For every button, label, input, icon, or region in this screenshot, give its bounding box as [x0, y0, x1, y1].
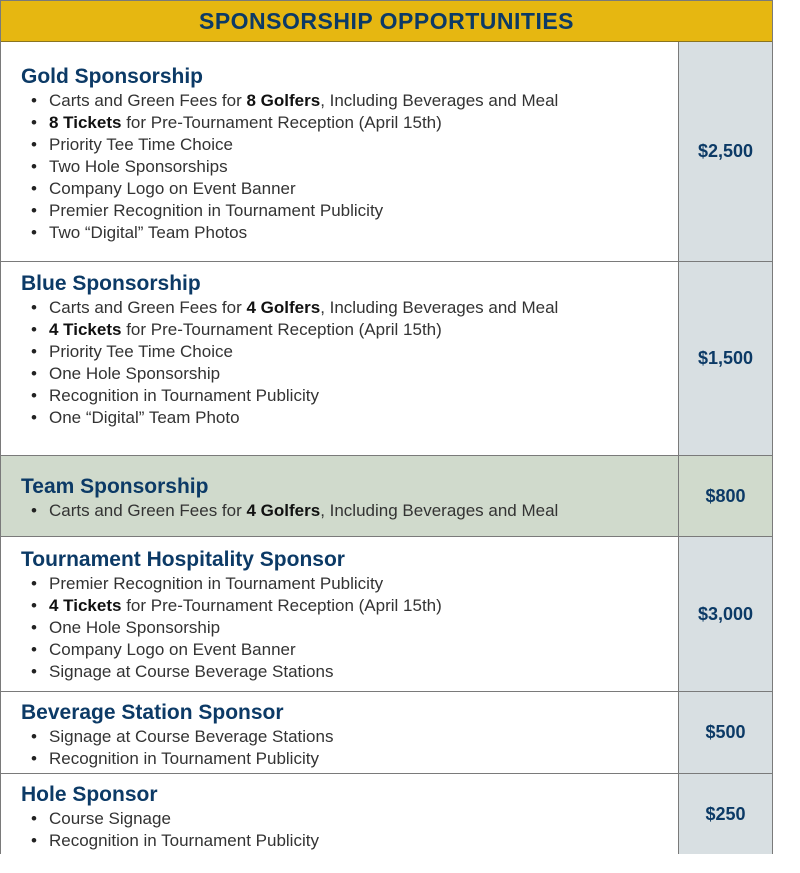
benefits-list — [21, 297, 678, 429]
sponsorship-name: Blue Sponsorship — [21, 272, 201, 295]
benefit-text: Premier Recognition in Tournament Publicity — [49, 574, 384, 593]
benefit-text: Two Hole Sponsorships — [49, 157, 228, 176]
benefit-text: Priority Tee Time Choice — [49, 135, 233, 154]
benefit-item — [29, 134, 678, 156]
benefits-list — [21, 90, 678, 244]
benefit-item — [29, 200, 678, 222]
benefit-text: for Pre-Tournament Reception (April 15th) — [121, 596, 442, 615]
sponsorship-row-hole — [1, 774, 772, 854]
benefit-text: Signage at Course Beverage Stations — [49, 727, 334, 746]
benefit-item — [29, 297, 678, 319]
sponsorship-price: $800 — [679, 456, 772, 536]
benefit-text: Premier Recognition in Tournament Publicity — [49, 201, 384, 220]
sponsorship-row-team — [1, 456, 772, 537]
benefit-text: Recognition in Tournament Publicity — [49, 386, 319, 405]
sponsorship-price: $2,500 — [679, 42, 772, 261]
sponsorship-name: Tournament Hospitality Sponsor — [21, 548, 345, 571]
benefits-list — [21, 573, 678, 683]
benefit-item — [29, 90, 678, 112]
benefits-list — [21, 500, 678, 522]
sponsorship-description — [1, 456, 679, 536]
benefit-text: Course Signage — [49, 809, 171, 828]
benefit-highlight: 4 Golfers — [246, 501, 321, 520]
table-header — [1, 1, 772, 42]
benefit-item — [29, 222, 678, 244]
sponsorship-name: Gold Sponsorship — [21, 65, 203, 88]
benefit-text: One “Digital” Team Photo — [49, 408, 240, 427]
benefit-highlight: 4 Tickets — [49, 320, 122, 339]
benefit-text: Priority Tee Time Choice — [49, 342, 233, 361]
benefit-text: Carts and Green Fees for — [49, 91, 247, 110]
benefit-item — [29, 830, 678, 852]
sponsorship-row-blue — [1, 262, 772, 456]
benefit-highlight: 8 Golfers — [246, 91, 321, 110]
benefit-item — [29, 156, 678, 178]
benefit-highlight: 8 Tickets — [49, 113, 122, 132]
sponsorship-description — [1, 42, 679, 261]
sponsorship-description — [1, 774, 679, 854]
benefit-text: Carts and Green Fees for — [49, 298, 247, 317]
benefits-list — [21, 808, 678, 852]
benefit-highlight: 4 Golfers — [246, 298, 321, 317]
sponsorship-price: $500 — [679, 692, 772, 773]
benefit-item — [29, 808, 678, 830]
benefit-item — [29, 661, 678, 683]
benefit-item — [29, 726, 678, 748]
benefit-text: Recognition in Tournament Publicity — [49, 749, 319, 768]
sponsorship-price: $250 — [679, 774, 772, 854]
benefit-item — [29, 385, 678, 407]
benefit-item — [29, 178, 678, 200]
benefit-item — [29, 748, 678, 770]
benefit-text: One Hole Sponsorship — [49, 364, 221, 383]
benefit-text: for Pre-Tournament Reception (April 15th) — [121, 113, 442, 132]
benefit-text: , Including Beverages and Meal — [320, 298, 559, 317]
benefit-item — [29, 573, 678, 595]
benefit-item — [29, 112, 678, 134]
benefit-item — [29, 500, 678, 522]
sponsorship-name: Hole Sponsor — [21, 783, 158, 806]
benefit-text: , Including Beverages and Meal — [320, 91, 559, 110]
sponsorship-row-beverage — [1, 692, 772, 774]
benefit-text: Company Logo on Event Banner — [49, 179, 296, 198]
benefit-item — [29, 407, 678, 429]
benefit-item — [29, 341, 678, 363]
benefit-text: One Hole Sponsorship — [49, 618, 221, 637]
sponsorship-name: Team Sponsorship — [21, 475, 209, 498]
benefit-text: Recognition in Tournament Publicity — [49, 831, 319, 850]
sponsorship-row-gold — [1, 42, 772, 262]
sponsorship-name: Beverage Station Sponsor — [21, 701, 284, 724]
sponsorship-description — [1, 262, 679, 455]
sponsorship-row-hospitality — [1, 537, 772, 692]
benefit-text: Company Logo on Event Banner — [49, 640, 296, 659]
sponsorship-price: $1,500 — [679, 262, 772, 455]
sponsorship-description — [1, 537, 679, 691]
benefit-item — [29, 363, 678, 385]
benefit-highlight: 4 Tickets — [49, 596, 122, 615]
page-title: SPONSORSHIP OPPORTUNITIES — [198, 7, 575, 34]
sponsorship-description — [1, 692, 679, 773]
benefit-text: Signage at Course Beverage Stations — [49, 662, 334, 681]
benefit-item — [29, 595, 678, 617]
benefit-text: , Including Beverages and Meal — [320, 501, 559, 520]
benefit-text: for Pre-Tournament Reception (April 15th) — [121, 320, 442, 339]
benefit-text: Carts and Green Fees for — [49, 501, 247, 520]
benefits-list — [21, 726, 678, 770]
benefit-text: Two “Digital” Team Photos — [49, 223, 248, 242]
benefit-item — [29, 319, 678, 341]
benefit-item — [29, 639, 678, 661]
benefit-item — [29, 617, 678, 639]
sponsorship-price: $3,000 — [679, 537, 772, 691]
